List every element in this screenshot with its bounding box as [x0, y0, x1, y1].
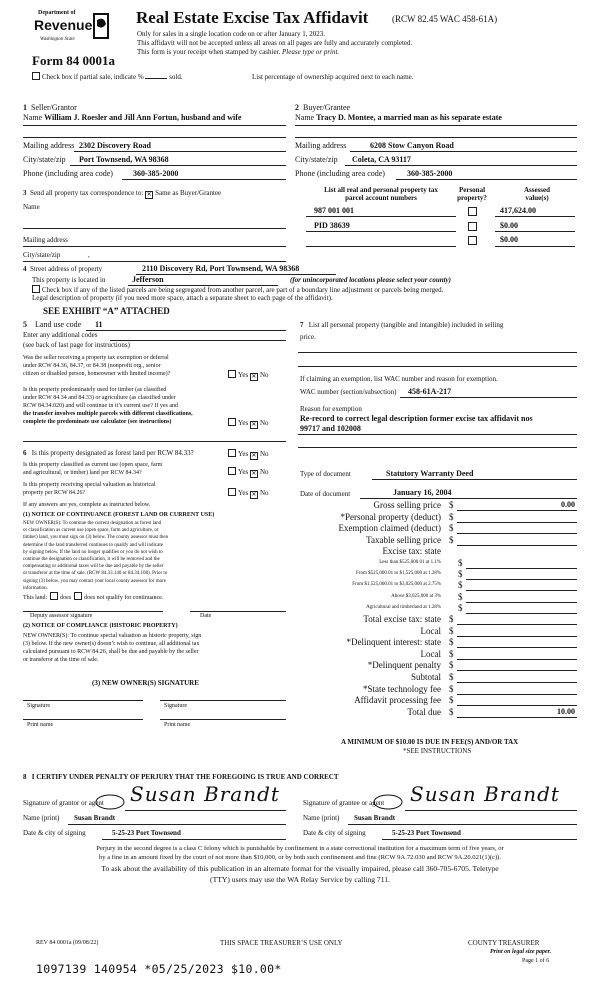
this-land-row: This land: does does not qualify for continuance. — [23, 592, 163, 601]
personal-property-label: 7 List all personal property (tangible and intangible) included in selling — [300, 321, 504, 329]
tax-row-label: Total due — [407, 706, 441, 717]
see-back-note: (see back of last page for instructions) — [23, 341, 130, 349]
tax-row-label: *Personal property (deduct) — [340, 511, 441, 522]
corr-mailing-label: Mailing address — [23, 236, 68, 244]
personal-property-checkbox-3[interactable] — [468, 236, 477, 245]
unincorporated-note: (for unincorporated locations please select your county) — [290, 276, 451, 284]
see-instructions-note: *SEE INSTRUCTIONS — [403, 747, 472, 755]
form-number: Form 84 0001a — [32, 53, 116, 68]
personal-property-checkbox-1[interactable] — [468, 207, 477, 216]
grantee-signature-label: Signature of grantee or agent — [303, 799, 385, 807]
parcel-header-personal: Personal property? — [457, 186, 487, 202]
seller-phone[interactable]: 360-385-2000 — [133, 169, 179, 178]
dollar-sign: $ — [449, 648, 454, 659]
tax-row-label: Less than $525,000.01 at 1.1% — [379, 560, 441, 565]
agent-circle-icon — [95, 794, 125, 810]
dollar-sign: $ — [458, 558, 463, 568]
street-address[interactable]: 2110 Discovery Rd, Port Townsend, WA 98368 — [142, 264, 300, 273]
dollar-sign: $ — [449, 523, 454, 534]
certify-statement: 8 I CERTIFY UNDER PENALTY OF PERJURY THAT THE FOREGOING IS TRUE AND CORRECT — [23, 773, 339, 781]
grantee-name-label: Name (print) — [303, 814, 340, 822]
buyer-phone-label: Phone (including area code) — [295, 169, 385, 178]
buyer-mailing[interactable]: 6208 Stow Canyon Road — [370, 141, 454, 150]
buyer-mailing-label: Mailing address — [295, 141, 347, 150]
parcel-header-value: Assessed value(s) — [523, 186, 551, 202]
grantor-signature[interactable]: Susan Brandt — [130, 782, 280, 806]
exemption-no-checkbox[interactable]: ✕ — [251, 374, 257, 380]
deputy-date-label: Date — [200, 613, 212, 619]
tax-correspondence-row: 3 Send all property tax correspondence to: ✕ Same as Buyer/Grantee — [23, 189, 222, 198]
dollar-sign: $ — [449, 511, 454, 522]
dollar-sign: $ — [449, 625, 454, 636]
tax-row-line — [457, 694, 577, 695]
tax-row-line — [466, 579, 577, 580]
dollar-sign: $ — [449, 672, 454, 682]
parcel-number-2[interactable]: PID 38639 — [314, 221, 350, 230]
tax-row-line — [457, 510, 577, 511]
deputy-signature-label: Deputy assessor signature — [30, 613, 93, 619]
reason-text[interactable]: Re-record to correct legal description former excise tax affidavit nos — [300, 414, 533, 423]
partial-sale-row: Check box if partial sale, indicate % sold. — [32, 72, 183, 81]
dollar-sign: $ — [449, 683, 454, 694]
forest-yes-checkbox[interactable] — [228, 449, 236, 457]
dollar-sign: $ — [458, 602, 463, 613]
tax-row-label: Local — [420, 648, 441, 659]
dollar-sign: $ — [449, 660, 454, 671]
dollar-sign: $ — [449, 500, 454, 510]
grantee-name[interactable]: Susan Brandt — [354, 814, 396, 822]
forest-no-checkbox[interactable]: ✕ — [251, 453, 257, 459]
exemption-claim-label: If claiming an exemption, list WAC number and reason for exemption. — [300, 375, 498, 383]
logo-mark-icon — [92, 12, 110, 40]
timber-no-checkbox[interactable]: ✕ — [251, 422, 257, 428]
seller-phone-label: Phone (including area code) — [23, 169, 113, 178]
page-title: Real Estate Excise Tax Affidavit — [136, 8, 369, 27]
parcel-header-number: List all real and personal property tax parcel account numbers — [324, 186, 438, 202]
seller-name-row: Name William J. Roesler and Jill Ann Fortun, husband and wife — [23, 113, 242, 122]
tax-row-line — [457, 636, 577, 637]
current-use-question: Is this property classified as current use (open space, farm and agricultural, or timber) land per RCW 84.34? — [23, 462, 163, 476]
county-treasurer-label: COUNTY TREASURER — [468, 939, 540, 947]
same-as-buyer-checkbox[interactable]: ✕ — [146, 192, 152, 198]
current-use-yes-no: Yes ✕ No — [228, 467, 269, 478]
current-use-yes-checkbox[interactable] — [228, 467, 236, 475]
corr-city-comma: , — [88, 251, 90, 259]
header-note-1: Only for sales in a single location code on or after January 1, 2023. — [137, 30, 325, 38]
cashier-stamp: 1097139 140954 *05/25/2023 $10.00* — [36, 962, 282, 976]
reason-text-2[interactable]: 99717 and 102008 — [300, 424, 361, 433]
owner-print-name-label-2: Print name — [164, 722, 191, 728]
owner-print-name-label-1: Print name — [27, 722, 54, 728]
corr-name-label: Name — [23, 203, 40, 211]
tax-row-label: Local — [420, 625, 441, 636]
forest-yes-no: Yes ✕ No — [228, 449, 269, 460]
grantee-signature[interactable]: Susan Brandt — [410, 782, 560, 806]
legal-size-note: Print on legal size paper. — [490, 949, 552, 955]
tax-row-label: Subtotal — [410, 672, 441, 682]
exemption-yes-checkbox[interactable] — [228, 370, 236, 378]
doc-date[interactable]: January 16, 2004 — [393, 488, 452, 497]
parcel-value-2[interactable]: $0.00 — [500, 221, 518, 230]
tax-row-label: *Delinquent interest: state — [346, 637, 441, 648]
dollar-sign: $ — [458, 569, 463, 580]
timber-yes-checkbox[interactable] — [228, 418, 236, 426]
tax-row-label: *Delinquent penalty — [367, 660, 441, 671]
personal-property-checkbox-2[interactable] — [468, 222, 477, 231]
ownership-note: List percentage of ownership acquired next to each name. — [252, 73, 414, 81]
grantor-name-label: Name (print) — [23, 814, 60, 822]
owner-signature-label-2: Signature — [164, 703, 187, 709]
seller-city-label: City/state/zip — [23, 155, 66, 164]
dollar-sign: $ — [458, 580, 463, 591]
tax-row-label: From $1,525,000.01 to $3,025,000 at 2.75% — [352, 582, 441, 588]
tax-row-line — [457, 545, 577, 546]
tax-row-line — [457, 682, 577, 683]
tax-row-label: From $525,000.01 to $1,525,000 at 1.28% — [356, 571, 441, 577]
dollar-sign: $ — [449, 637, 454, 648]
tax-row-label: Total excise tax: state — [363, 614, 441, 624]
tax-row-label: Exemption claimed (deduct) — [338, 523, 441, 534]
grantee-date-city[interactable]: 5-25-23 Port Townsend — [392, 829, 461, 837]
segregation-checkbox[interactable] — [32, 285, 40, 293]
dollar-sign: $ — [449, 614, 454, 624]
land-use-row: 5 Land use code — [23, 320, 82, 329]
any-yes-note: If any answers are yes, complete as instructed below. — [23, 502, 151, 508]
buyer-city[interactable]: Coleta, CA 93117 — [352, 155, 411, 164]
treasurer-space-label: THIS SPACE TREASURER’S USE ONLY — [220, 939, 343, 947]
doc-type[interactable]: Statutory Warranty Deed — [386, 469, 474, 478]
historic-yes-no: Yes ✕ No — [228, 488, 269, 499]
tax-row-line — [466, 613, 577, 614]
dollar-sign: $ — [449, 695, 454, 706]
seller-city[interactable]: Port Townsend, WA 98368 — [79, 155, 169, 164]
new-owner-signature-heading: (3) NEW OWNER(S) SIGNATURE — [92, 679, 199, 687]
buyer-phone[interactable]: 360-385-2000 — [407, 169, 453, 178]
doc-date-label: Date of document — [300, 490, 351, 498]
agent-circle-icon — [373, 794, 403, 810]
reason-label: Reason for exemption — [300, 405, 362, 413]
seller-mailing-label: Mailing address — [23, 141, 75, 150]
seller-name[interactable]: William J. Roesler and Jill Ann Fortun, husband and wife — [44, 113, 242, 122]
tax-row-line — [457, 624, 577, 625]
timber-question: Is this property predominately used for timber (as classified under RCW 84.34 and 84.33) or agriculture (as classified under RCW 84.34.020) and will continue in it’s current use? If yes and the transfer involves multiple parcels with different classifications, complete the predominate use calculator (see instructions) — [23, 387, 193, 425]
grantor-date-label: Date & city of signing — [23, 829, 86, 837]
grantor-date-city[interactable]: 5-25-23 Port Townsend — [112, 829, 181, 837]
parcel-value-3[interactable]: $0.00 — [500, 235, 518, 244]
buyer-name-row: Name Tracy D. Montee, a married man as his separate estate — [295, 113, 502, 122]
tax-row-value[interactable]: 10.00 — [557, 706, 575, 716]
tax-row-line — [457, 647, 577, 648]
tax-row-line — [457, 670, 577, 671]
dor-logo — [30, 10, 110, 50]
minimum-fee-note: A MINIMUM OF $10.00 IS DUE IN FEE(S) AND/OR TAX — [341, 738, 519, 746]
header-note-3: This form is your receipt when stamped by cashier. Please type or print. — [137, 48, 340, 56]
does-not-qualify-checkbox[interactable] — [74, 592, 82, 600]
historic-question: Is this property receiving special valuation as historical property per RCW 84.26? — [23, 482, 156, 496]
perjury-warning: Perjury in the second degree is a class C felony which is punishable by confinement in a state correctional institution for a maximum term of five years, or by a fine in an amount fixed by the court of not more than $10,000, or by both such confinement and fine (RCW 9A.72.030 and RCW 9A.20.021(1)(c)). — [96, 845, 504, 861]
doc-type-label: Type of document — [300, 470, 351, 478]
parcel-value-1[interactable]: 417,624.00 — [500, 206, 536, 215]
grantor-name[interactable]: Susan Brandt — [74, 814, 116, 822]
tax-row-value[interactable]: 0.00 — [561, 500, 575, 509]
partial-sale-checkbox[interactable] — [32, 72, 40, 80]
notice-compliance-title: (2) NOTICE OF COMPLIANCE (HISTORIC PROPERTY) — [23, 623, 178, 629]
tax-row-line — [466, 568, 577, 569]
historic-yes-checkbox[interactable] — [228, 488, 236, 496]
forest-question: 6 Is this property designated as forest land per RCW 84.33? — [23, 449, 194, 457]
located-county[interactable]: Jefferson — [132, 275, 164, 284]
wac-label: WAC number (section/subsection) — [300, 388, 397, 396]
legal-description-label: Legal description of property (if you need more space, attach a separate sheet to each page of the affidavit). — [32, 294, 333, 302]
dollar-sign: $ — [458, 591, 463, 602]
land-use-code[interactable]: 11 — [95, 320, 103, 329]
grantor-signature-label: Signature of grantor or agent — [23, 799, 104, 807]
buyer-city-label: City/state/zip — [295, 155, 338, 164]
tax-row-label: Agricultural and timberland at 1.28% — [366, 604, 441, 610]
title-citation: (RCW 82.45 WAC 458-61A) — [392, 14, 498, 24]
tax-row-label: Taxable selling price — [366, 534, 441, 545]
segregation-row: Check box if any of the listed parcels are being segregated from another parcel, are part of a boundary line adjustment or parcels being merged. — [32, 285, 443, 294]
personal-property-label-2: price. — [300, 333, 316, 341]
timber-yes-no: Yes ✕ No — [228, 418, 269, 429]
notice-continuance-text: NEW OWNER(S): To continue the current designation as forest land or classification as current use (open space, farm and agriculture, or timber) land, you must sign on (3) below. The county assessor must then determine if the land transferred continues to qualify and will indicate by signing below. If the land no longer qualifies or you do not wish to continue the designation or classification, it will be removed and the compensating or additional taxes will be due and payable by the seller or transferor at the time of sale. (RCW 84.33.140 or 84.34.108). Prior to signing (3) below, you may contact your local county assessor for more information. — [23, 521, 169, 591]
logo-name: Revenue — [34, 17, 93, 33]
logo-dept: Department of — [38, 10, 76, 16]
buyer-name[interactable]: Tracy D. Montee, a married man as his separate estate — [316, 113, 502, 122]
street-address-row: 4 Street address of property — [23, 265, 103, 273]
tax-row-line — [466, 590, 577, 591]
grantee-date-label: Date & city of signing — [303, 829, 366, 837]
does-qualify-checkbox[interactable] — [50, 592, 58, 600]
tax-row-line — [466, 602, 577, 603]
current-use-no-checkbox[interactable]: ✕ — [251, 471, 257, 477]
exemption-yes-no: Yes ✕ No — [228, 370, 269, 381]
notice-compliance-text: NEW OWNER(S): To continue special valuation as historic property, sign (3) below. If the new owner(s) doesn’t wish to continue, all additional tax calculated pursuant to RCW 84.26, shall be due and payable by the seller or transferor at the time of sale. — [23, 633, 202, 663]
tax-row-line — [457, 533, 577, 534]
historic-no-checkbox[interactable]: ✕ — [251, 492, 257, 498]
dollar-sign: $ — [449, 706, 454, 717]
exemption-question: Was the seller receiving a property tax exemption or deferral under RCW 84.36, 84.37, or 84.38 (nonprofit org., senior citizen or disabled person, homeowner with limited income)? — [23, 355, 171, 377]
tax-row-label: Excise tax: state — [382, 546, 441, 557]
tax-row-label: Affidavit processing fee — [354, 695, 441, 706]
tax-row-line — [457, 659, 577, 660]
exhibit-note: SEE EXHIBIT “A” ATTACHED — [43, 306, 170, 316]
dollar-sign: $ — [449, 534, 454, 545]
tax-row-label: *State technology fee — [363, 683, 441, 694]
tax-row-line — [457, 717, 577, 718]
located-label: This property is located in — [32, 276, 106, 284]
seller-mailing[interactable]: 2302 Discovery Road — [79, 141, 151, 150]
parcel-number-1[interactable]: 987 001 001 — [314, 206, 354, 215]
tax-row-line — [457, 522, 577, 523]
seller-heading: 1 Seller/Grantor — [23, 103, 77, 112]
wac-number[interactable]: 458-61A-217 — [408, 387, 452, 396]
corr-city-label: City/state/zip — [23, 251, 61, 259]
tax-row-label: Gross selling price — [373, 500, 441, 510]
logo-state: Washington State — [40, 37, 75, 42]
revision-label: REV 84 0001a (09/08/22) — [36, 940, 99, 946]
page-number: Page 1 of 6 — [522, 958, 550, 964]
header-note-2: This affidavit will not be accepted unless all areas on all pages are fully and accurately completed. — [137, 39, 413, 47]
buyer-heading: 2 Buyer/Grantee — [295, 103, 351, 112]
tax-row-label: Above $3,025,000 at 3% — [391, 593, 441, 599]
alternate-format-note: To ask about the availability of this publication in an alternate format for the visually impaired, please call 360-705-6705. Teletype (TTY) users may use the WA Relay Service by calling 711. — [101, 864, 499, 884]
notice-continuance-title: (1) NOTICE OF CONTINUANCE (FOREST LAND OR CURRENT USE) — [23, 512, 215, 518]
owner-signature-label-1: Signature — [27, 703, 50, 709]
additional-codes-label: Enter any additional codes — [23, 331, 98, 339]
